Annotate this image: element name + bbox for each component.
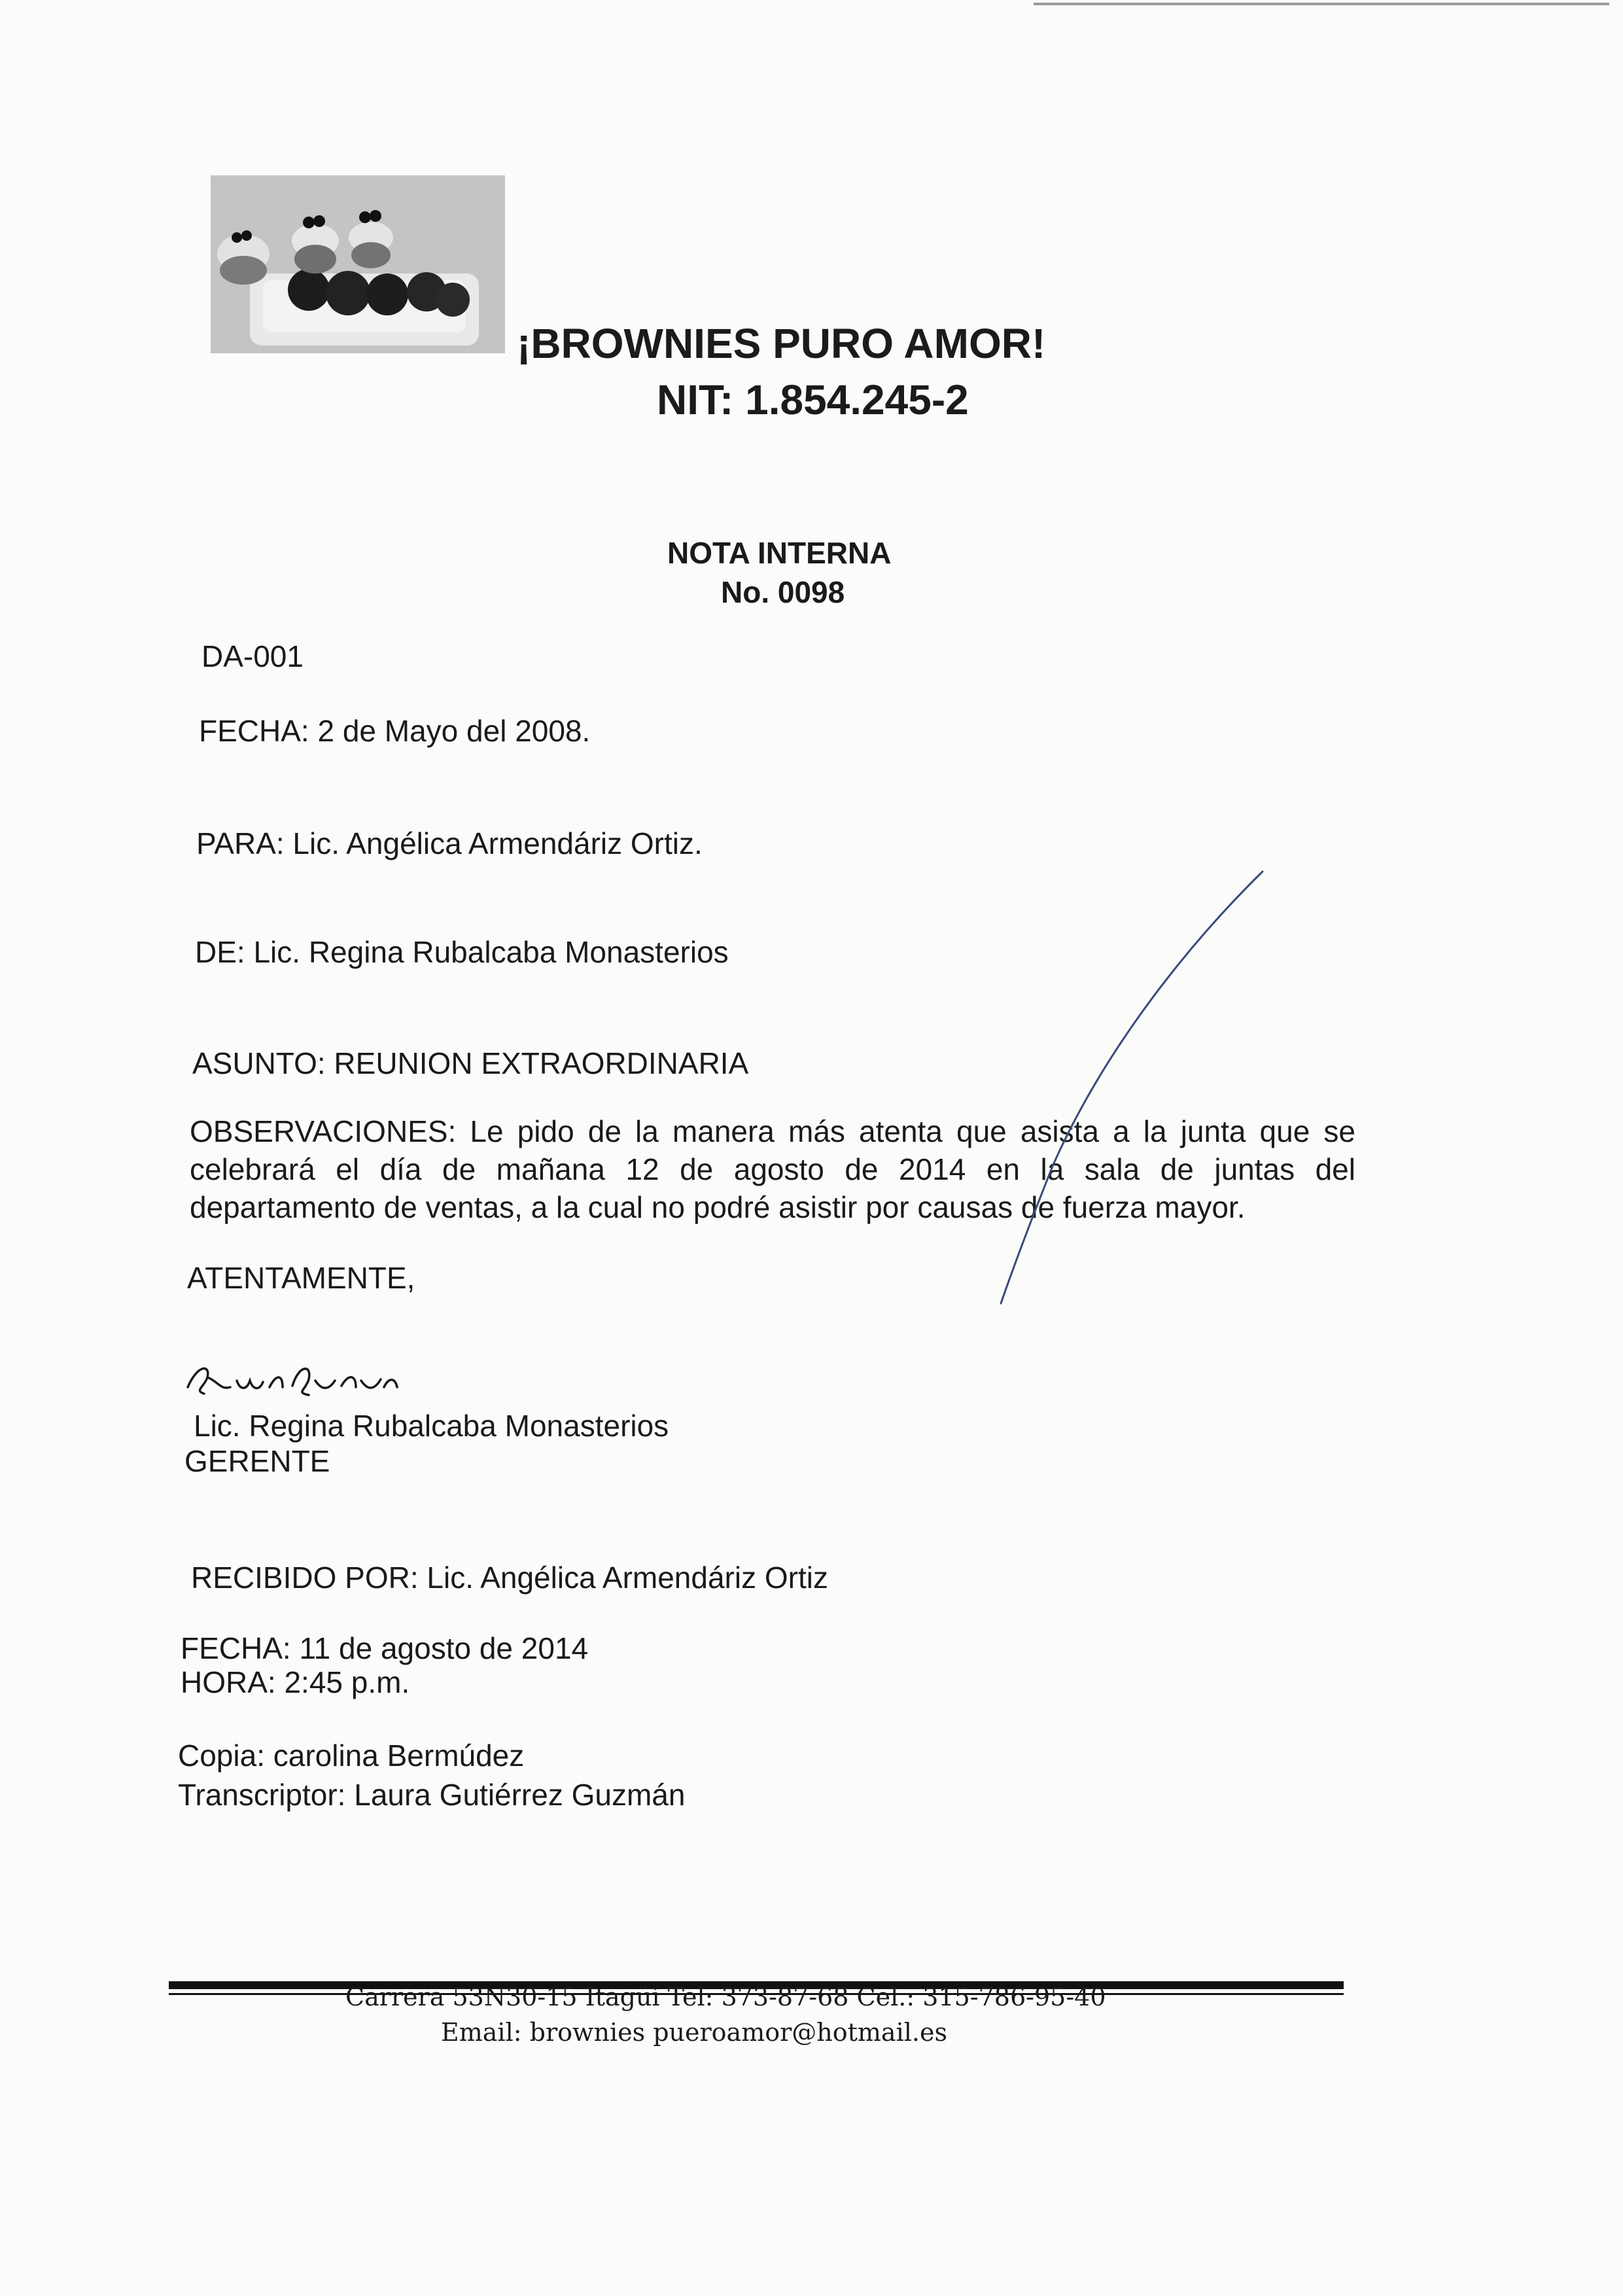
nota-number: No. 0098 [721,575,845,609]
footer-email: Email: brownies pueroamor@hotmail.es [441,2018,947,2047]
closing-line: ATENTAMENTE, [187,1261,415,1295]
handwritten-signature [184,1361,400,1400]
brownies-logo-photo [211,175,505,353]
observaciones-paragraph: OBSERVACIONES: Le pido de la manera más atenta que asista a la junta que se celebrará el día de mañana 12 de agosto de 2014 en la sala de juntas del departamento de ventas, a la cual no podré asistir por causas de fuerza mayor. [190,1114,1355,1224]
signer-name: Lic. Regina Rubalcaba Monasterios [194,1409,669,1443]
document-code: DA-001 [201,639,304,673]
de-line: DE: Lic. Regina Rubalcaba Monasterios [195,935,729,969]
para-line: PARA: Lic. Angélica Armendáriz Ortiz. [196,826,703,860]
footer-address: Carrera 53N30-15 Itagüí Tel: 373-87-68 Cel.: 315-786-95-40 [345,1983,1106,2011]
company-name: ¡BROWNIES PURO AMOR! [517,320,1046,367]
recibido-line: RECIBIDO POR: Lic. Angélica Armendáriz Ortiz [191,1561,828,1595]
transcriptor-line: Transcriptor: Laura Gutiérrez Guzmán [178,1778,686,1812]
fecha-recibido-line: FECHA: 11 de agosto de 2014 [181,1631,589,1665]
nota-title: NOTA INTERNA [667,536,892,570]
signer-role: GERENTE [184,1444,330,1478]
company-nit: NIT: 1.854.245-2 [657,376,969,423]
top-edge-line [1034,3,1609,5]
fecha-line: FECHA: 2 de Mayo del 2008. [199,714,591,748]
copia-line: Copia: carolina Bermúdez [178,1739,525,1773]
hora-line: HORA: 2:45 p.m. [181,1665,410,1699]
asunto-line: ASUNTO: REUNION EXTRAORDINARIA [192,1046,749,1080]
